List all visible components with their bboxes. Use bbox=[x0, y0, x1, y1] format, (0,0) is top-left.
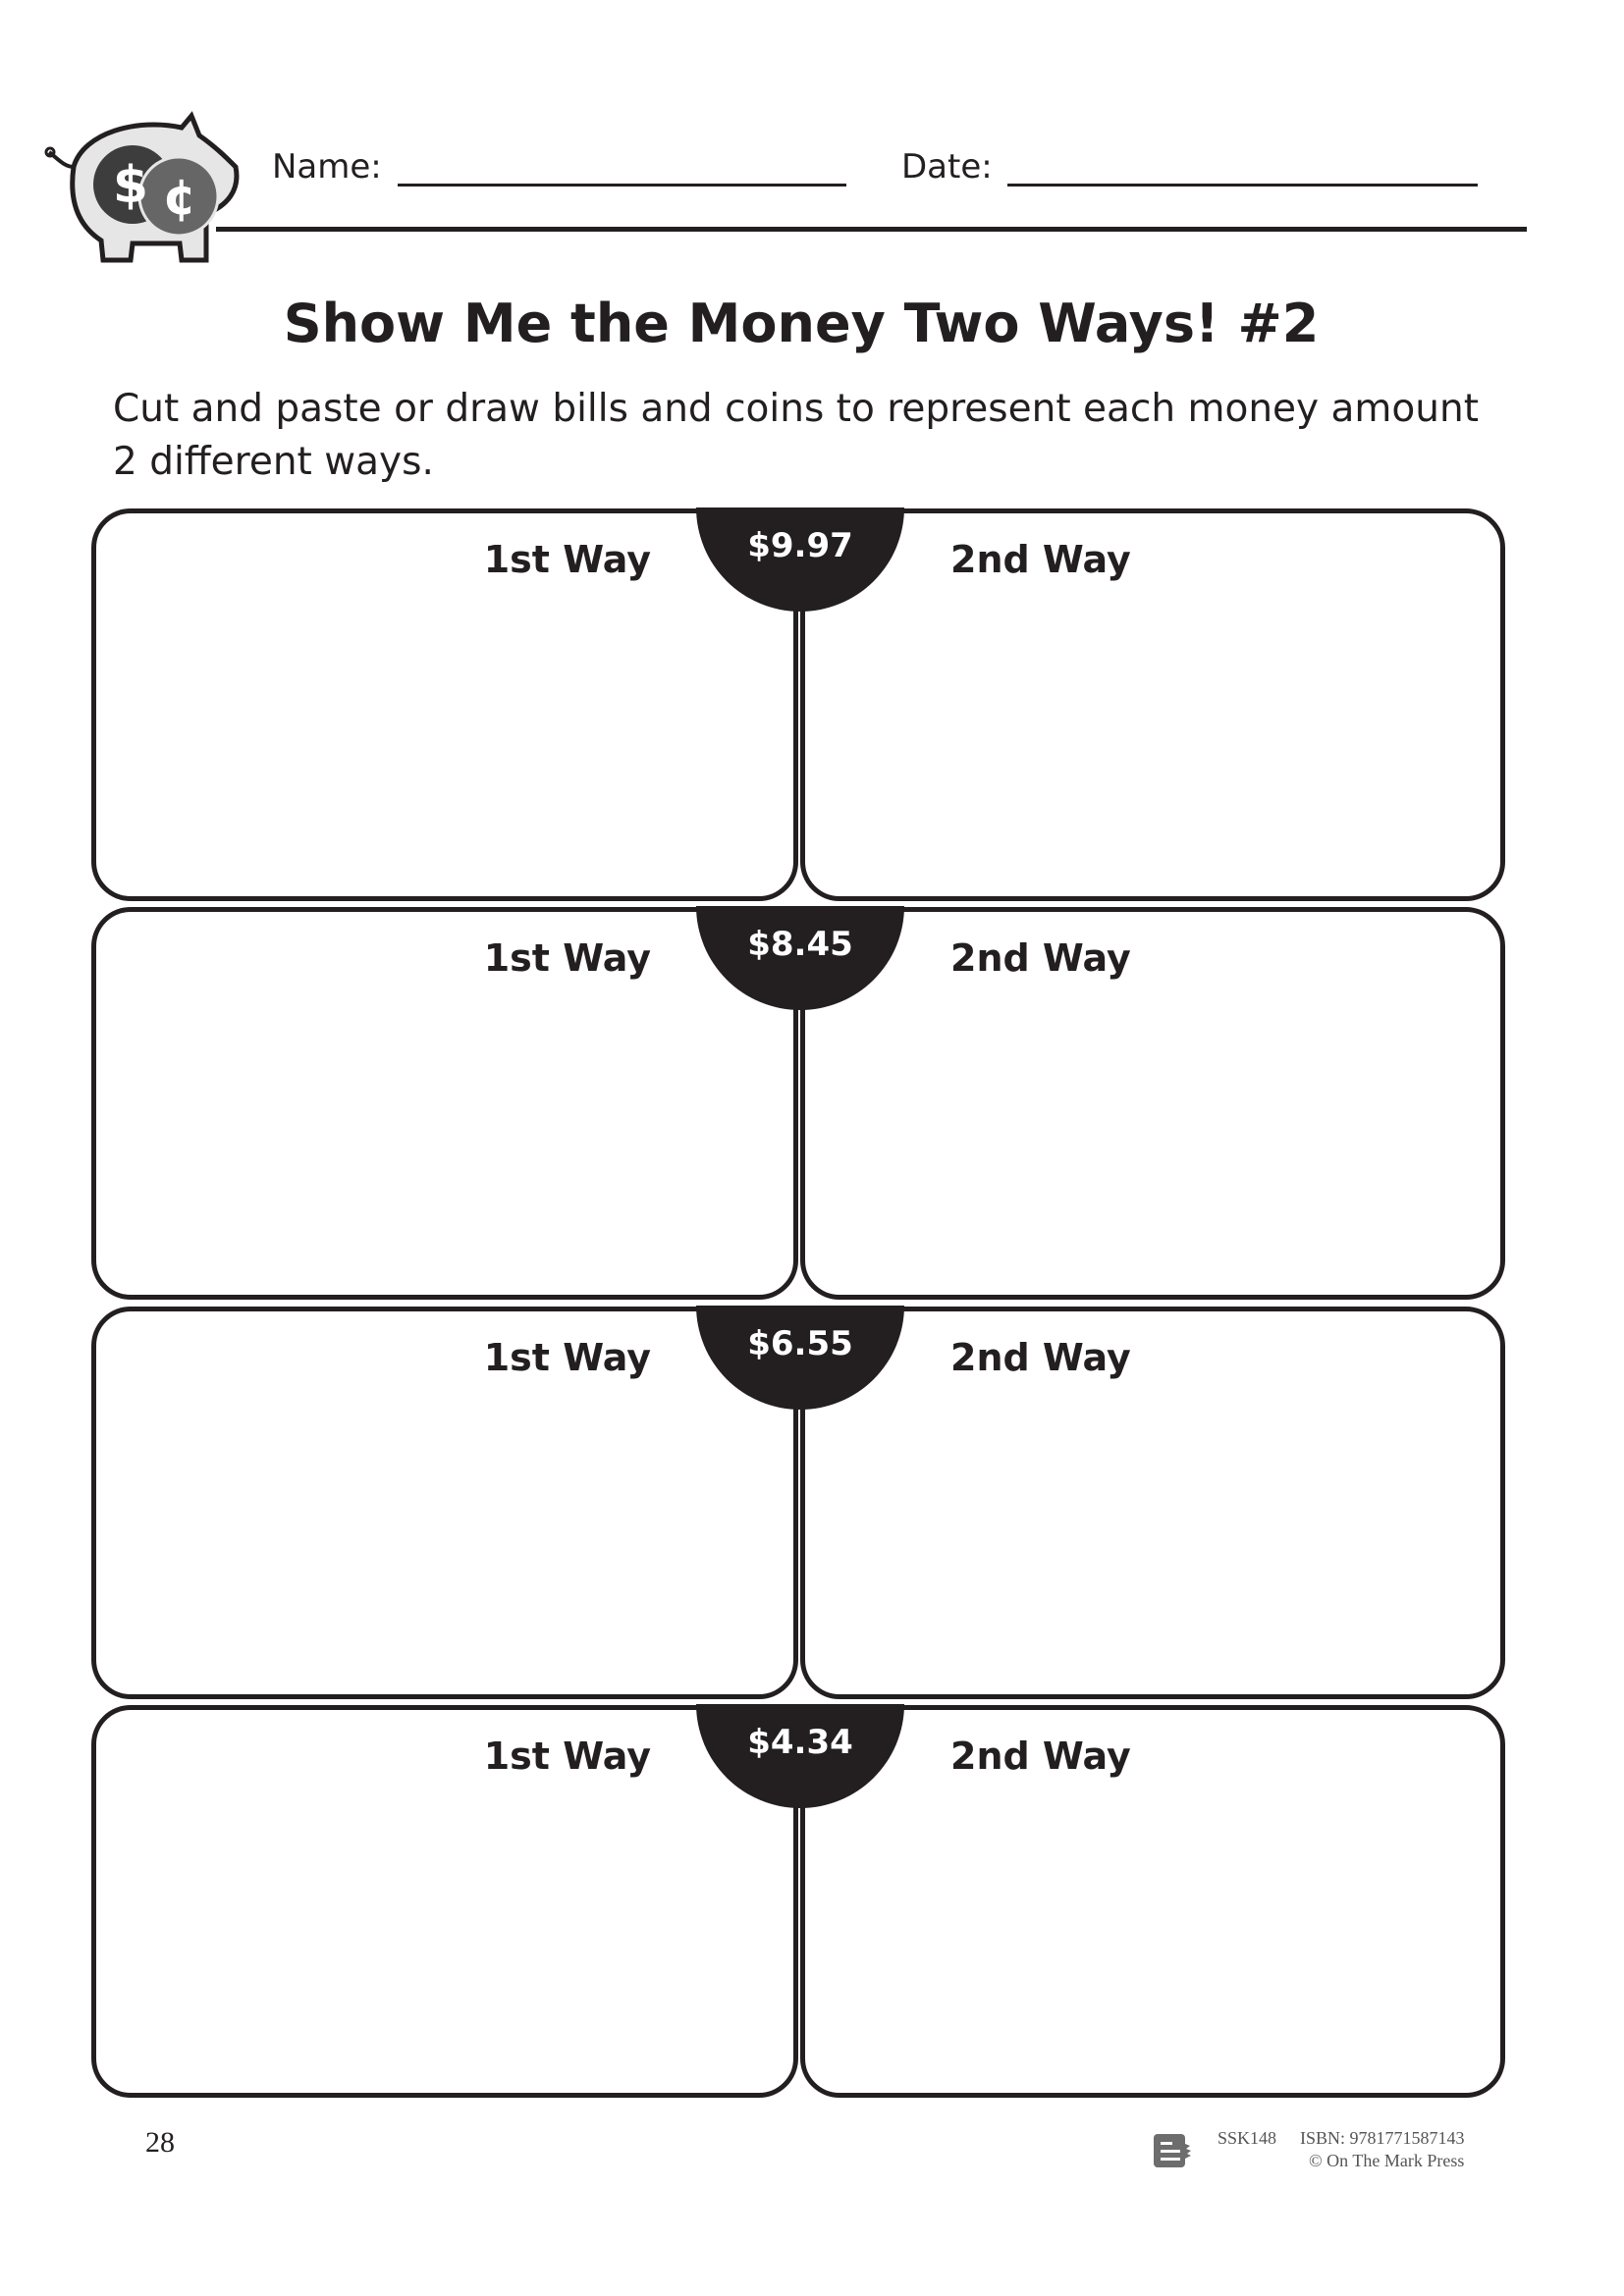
second-way-label: 2nd Way bbox=[950, 1735, 1131, 1778]
piggy-bank-dollar-cent-icon bbox=[44, 108, 241, 270]
copyright: © On The Mark Press bbox=[1309, 2151, 1465, 2170]
instructions: Cut and paste or draw bills and coins to represent each money amount 2 different ways. bbox=[113, 387, 1479, 484]
second-way-box[interactable] bbox=[800, 907, 1505, 1300]
second-way-label: 2nd Way bbox=[950, 1336, 1131, 1379]
second-way-label: 2nd Way bbox=[950, 936, 1131, 980]
money-row bbox=[91, 508, 1505, 901]
piggy-bank-logo bbox=[44, 108, 241, 274]
first-way-box[interactable] bbox=[91, 1705, 798, 2098]
publisher-logo-icon bbox=[1152, 2130, 1193, 2175]
date-field[interactable] bbox=[1007, 184, 1478, 187]
money-row bbox=[91, 907, 1505, 1300]
second-way-box[interactable] bbox=[800, 508, 1505, 901]
amount-badge: $4.34 bbox=[696, 1704, 904, 1808]
first-way-label: 1st Way bbox=[483, 936, 651, 980]
name-label: Name: bbox=[272, 147, 382, 187]
second-way-label: 2nd Way bbox=[950, 538, 1131, 581]
money-row bbox=[91, 1307, 1505, 1699]
first-way-box[interactable] bbox=[91, 508, 798, 901]
header-divider bbox=[216, 227, 1527, 232]
first-way-box[interactable] bbox=[91, 907, 798, 1300]
money-row bbox=[91, 1705, 1505, 2098]
page-title: Show Me the Money Two Ways! #2 bbox=[283, 293, 1320, 354]
first-way-label: 1st Way bbox=[483, 538, 651, 581]
amount-badge: $8.45 bbox=[696, 906, 904, 1010]
page-number: 28 bbox=[145, 2126, 175, 2159]
second-way-box[interactable] bbox=[800, 1307, 1505, 1699]
isbn: ISBN: 9781771587143 bbox=[1300, 2128, 1465, 2148]
second-way-box[interactable] bbox=[800, 1705, 1505, 2098]
svg-text:$: $ bbox=[112, 156, 149, 215]
date-label: Date: bbox=[901, 147, 993, 187]
first-way-label: 1st Way bbox=[483, 1336, 651, 1379]
amount-badge: $9.97 bbox=[696, 507, 904, 612]
amount-badge: $6.55 bbox=[696, 1306, 904, 1410]
name-field[interactable] bbox=[398, 184, 846, 187]
product-code: SSK148 bbox=[1218, 2128, 1277, 2148]
first-way-label: 1st Way bbox=[483, 1735, 651, 1778]
first-way-box[interactable] bbox=[91, 1307, 798, 1699]
svg-text:¢: ¢ bbox=[162, 169, 197, 226]
